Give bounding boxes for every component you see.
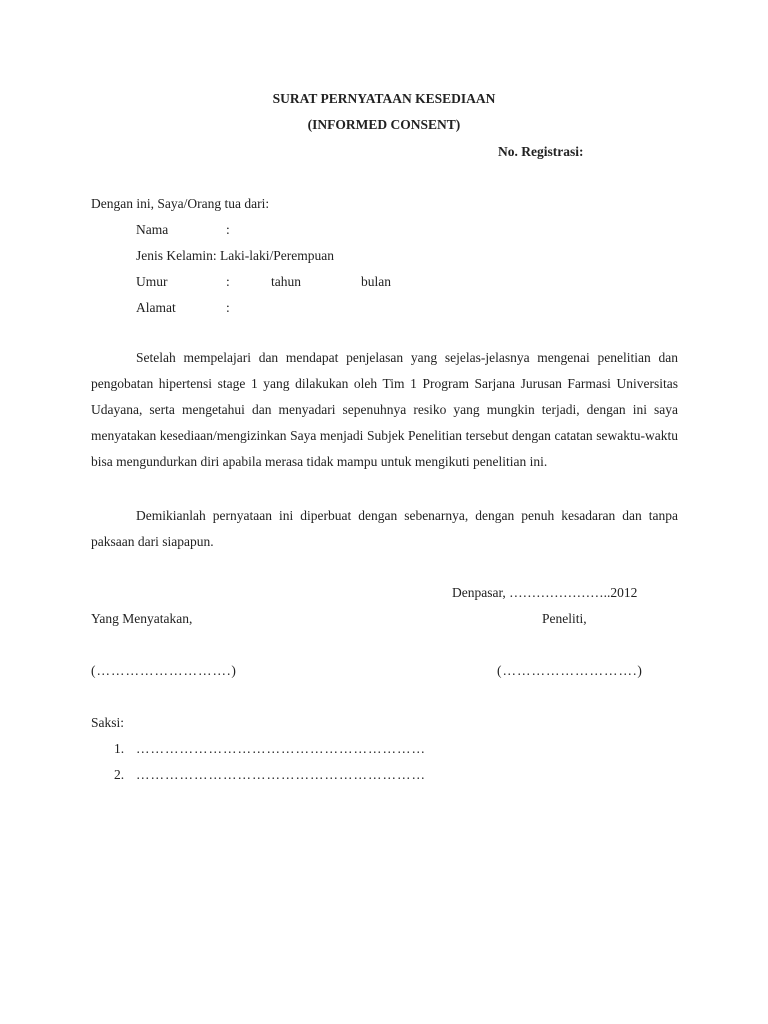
registration-label: No. Registrasi:: [498, 144, 584, 159]
signer-right-label: Peneliti,: [542, 611, 587, 626]
alamat-colon: :: [226, 300, 230, 315]
document-title: SURAT PERNYATAAN KESEDIAAN: [272, 91, 496, 106]
bulan-label: bulan: [361, 274, 391, 289]
witness-number: 2.: [114, 767, 125, 782]
witness-line: ……………………………………………………: [136, 767, 426, 782]
jenis-kelamin-field: Jenis Kelamin: Laki-laki/Perempuan: [136, 248, 334, 263]
nama-label: Nama: [136, 222, 169, 237]
document-subtitle: (INFORMED CONSENT): [307, 117, 461, 132]
nama-colon: :: [226, 222, 230, 237]
signature-line-left: (……………………….): [91, 663, 237, 678]
paragraph-1: [91, 345, 678, 475]
intro-text: Dengan ini, Saya/Orang tua dari:: [91, 196, 270, 211]
alamat-label: Alamat: [136, 300, 176, 315]
signer-left-label: Yang Menyatakan,: [91, 611, 193, 626]
tahun-label: tahun: [271, 274, 301, 289]
paragraph-2-text: Demikianlah pernyataan ini diperbuat dengan sebenarnya, dengan penuh kesadaran dan tanpa paksaan dari siapapun.: [91, 508, 678, 549]
witness-line: ……………………………………………………: [136, 741, 426, 756]
paragraph-2: [91, 503, 678, 555]
place-date: Denpasar, …………………..2012: [452, 585, 638, 600]
witness-number: 1.: [114, 741, 125, 756]
umur-label: Umur: [136, 274, 168, 289]
umur-colon: :: [226, 274, 230, 289]
signature-line-right: (……………………….): [497, 663, 643, 678]
paragraph-1-text: Setelah mempelajari dan mendapat penjelasan yang sejelas-jelasnya mengenai penelitian dan pengobatan hipertensi stage 1 yang dilakukan oleh Tim 1 Program Sarjana Jurusan Farmasi Universitas Udayana, serta mengetahui dan menyadari sepenuhnya resiko yang mungkin terjadi, dengan ini saya menyatakan kesediaan/mengizinkan Saya menjadi Subjek Penelitian tersebut dengan catatan sewaktu-waktu bisa mengundurkan diri apabila merasa tidak mampu untuk mengikuti penelitian ini.: [91, 350, 678, 469]
witness-label: Saksi:: [91, 715, 125, 730]
